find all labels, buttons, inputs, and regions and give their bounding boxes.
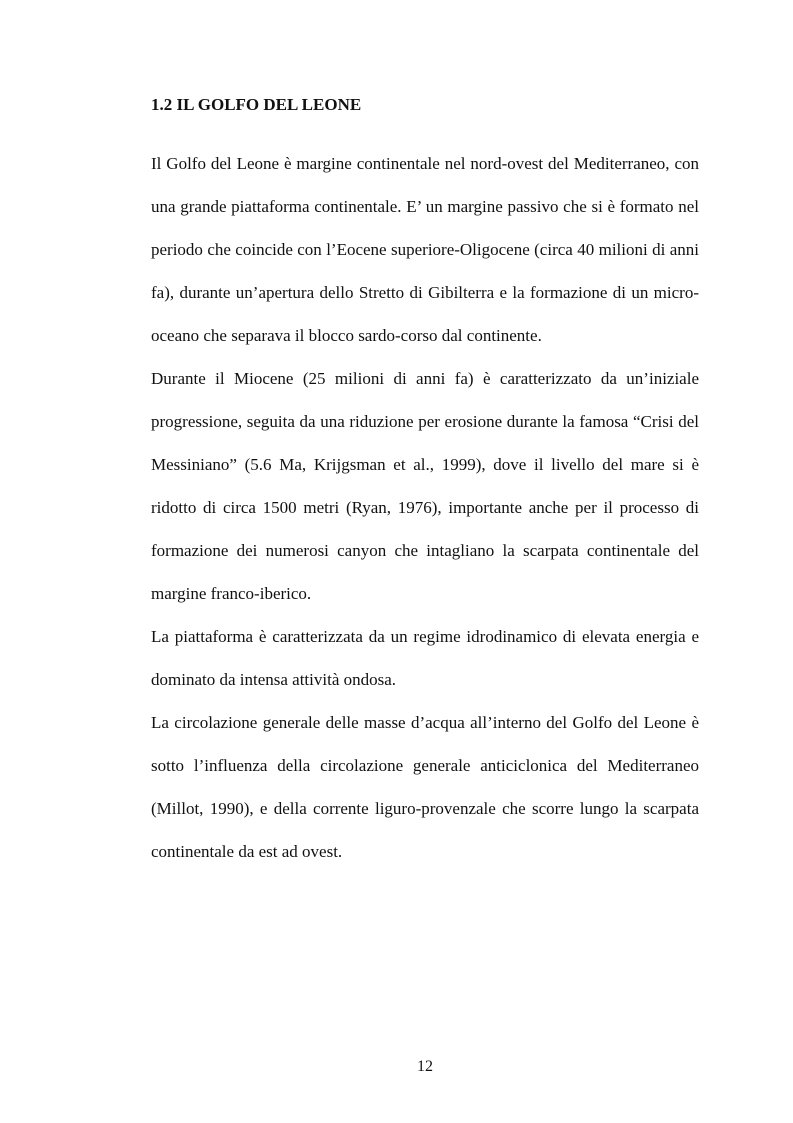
body-text [151,142,699,873]
page-number: 12 [417,1058,433,1075]
paragraph-2: Durante il Miocene (25 milioni di anni fa) è caratterizzato da un’iniziale progressione, seguita da una riduzione per erosione durante la famosa “Crisi del Messiniano” (5.6 Ma, Krijgsman et al., 1999), dove il livello del mare si è ridotto di circa 1500 metri (Ryan, 1976), importante anche per il processo di formazione dei numerosi canyon che intagliano la scarpata continentale del margine franco-iberico. [151,369,699,603]
paragraph-1: Il Golfo del Leone è margine continentale nel nord-ovest del Mediterraneo, con una grande piattaforma continentale. E’ un margine passivo che si è formato nel periodo che coincide con l’Eocene superiore-Oligocene (circa 40 milioni di anni fa), durante un’apertura dello Stretto di Gibilterra e la formazione di un micro-oceano che separava il blocco sardo-corso dal continente. [151,154,699,345]
paragraph-4: La circolazione generale delle masse d’acqua all’interno del Golfo del Leone è sotto l’influenza della circolazione generale anticiclonica del Mediterraneo (Millot, 1990), e della corrente liguro-provenzale che scorre lungo la scarpata continentale da est ad ovest. [151,713,699,861]
section-heading: 1.2 IL GOLFO DEL LEONE [151,95,362,114]
paragraph-3: La piattaforma è caratterizzata da un regime idrodinamico di elevata energia e dominato da intensa attività ondosa. [151,627,699,689]
